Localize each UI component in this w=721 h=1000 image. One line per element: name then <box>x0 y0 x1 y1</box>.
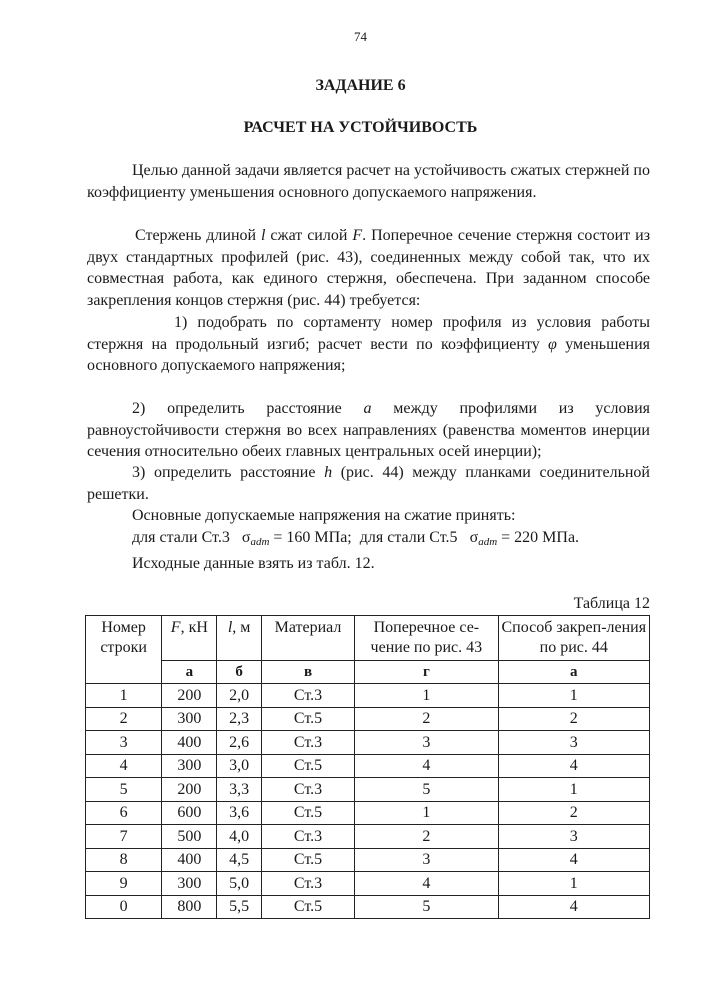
cell-fixing: 4 <box>498 895 649 919</box>
header-cross-section: Поперечное се-чение по рис. 43 <box>355 616 498 661</box>
cell-material: Ст.3 <box>261 778 354 802</box>
cell-fixing: 2 <box>498 707 649 731</box>
var-F: F <box>352 227 363 244</box>
table-header-row <box>86 616 650 661</box>
cell-n: 1 <box>86 684 162 708</box>
table-row <box>86 707 650 731</box>
cell-material: Ст.3 <box>261 684 354 708</box>
sigma-subscript: adm <box>478 535 498 548</box>
source-note: Исходные данные взять из табл. 12. <box>132 555 375 572</box>
cell-n: 8 <box>86 848 162 872</box>
cell-F: 400 <box>162 848 217 872</box>
cell-section: 1 <box>355 684 498 708</box>
table-row <box>86 848 650 872</box>
st3-value: = 160 МПа; для стали Ст.5 <box>269 528 470 546</box>
stress-intro: Основные допускаемые напряжения на сжатие принять: <box>132 507 516 524</box>
cell-n: 2 <box>86 707 162 731</box>
cell-section: 5 <box>355 778 498 802</box>
cell-material: Ст.3 <box>261 825 354 849</box>
cell-section: 4 <box>355 872 498 896</box>
st5-value: = 220 МПа. <box>497 528 580 546</box>
requirement-2 <box>87 398 650 463</box>
problem-text-1: Стержень длиной <box>135 227 262 244</box>
cell-F: 300 <box>162 754 217 778</box>
header-material: Материал <box>261 616 354 661</box>
cell-material: Ст.5 <box>261 848 354 872</box>
cell-F: 600 <box>162 801 217 825</box>
requirement-3 <box>87 462 650 505</box>
letter-force: а <box>162 661 217 684</box>
cell-section: 2 <box>355 707 498 731</box>
var-phi: φ <box>548 335 557 353</box>
intro-text: Целью данной задачи является расчет на устойчивость сжатых стержней по коэффициенту уменьшения основного допускаемого напряжения. <box>87 162 650 201</box>
table-row <box>86 778 650 802</box>
cell-fixing: 4 <box>498 754 649 778</box>
cell-section: 1 <box>355 801 498 825</box>
header-length: l, м <box>217 616 261 661</box>
letter-material: в <box>261 661 354 684</box>
cell-l: 4,5 <box>217 848 261 872</box>
cell-fixing: 1 <box>498 778 649 802</box>
st3-label: для стали Ст.3 <box>132 528 242 546</box>
cell-n: 4 <box>86 754 162 778</box>
item3-text-1: 3) определить расстояние <box>132 464 325 481</box>
table-caption: Таблица 12 <box>573 595 650 612</box>
cell-material: Ст.3 <box>261 731 354 755</box>
var-a: a <box>363 400 372 417</box>
intro-paragraph <box>87 160 650 203</box>
cell-fixing: 1 <box>498 872 649 896</box>
item1-text-2: уменьшения основного допускаемого напряжения; <box>87 335 651 374</box>
item2-text-1: 2) определить расстояние <box>132 400 364 417</box>
cell-fixing: 1 <box>498 684 649 708</box>
cell-fixing: 3 <box>498 731 649 755</box>
data-table <box>85 615 650 919</box>
section-title: РАСЧЕТ НА УСТОЙЧИВОСТЬ <box>243 119 478 136</box>
cell-section: 5 <box>355 895 498 919</box>
item2-text-2: между профилями из условия равноустойчивости стержня во всех направлениях (равенства моментов инерции сечения относительно обеих главных центральных осей инерции); <box>87 400 650 460</box>
table-row <box>86 684 650 708</box>
cell-material: Ст.3 <box>261 872 354 896</box>
cell-n: 3 <box>86 731 162 755</box>
requirement-1 <box>87 312 650 377</box>
cell-n: 0 <box>86 895 162 919</box>
cell-section: 2 <box>355 825 498 849</box>
cell-l: 2,0 <box>217 684 261 708</box>
cell-section: 3 <box>355 848 498 872</box>
cell-F: 300 <box>162 872 217 896</box>
var-h: h <box>324 464 333 481</box>
cell-l: 2,6 <box>217 731 261 755</box>
cell-n: 7 <box>86 825 162 849</box>
problem-text-2: сжат силой <box>265 227 353 244</box>
header-fixing: Способ закреп-ления по рис. 44 <box>498 616 649 661</box>
cell-fixing: 3 <box>498 825 649 849</box>
table-row <box>86 872 650 896</box>
cell-l: 3,6 <box>217 801 261 825</box>
problem-paragraph <box>87 225 650 311</box>
task-title: ЗАДАНИЕ 6 <box>315 77 406 94</box>
cell-section: 4 <box>355 754 498 778</box>
cell-l: 5,5 <box>217 895 261 919</box>
cell-material: Ст.5 <box>261 707 354 731</box>
cell-l: 2,3 <box>217 707 261 731</box>
cell-l: 5,0 <box>217 872 261 896</box>
cell-F: 500 <box>162 825 217 849</box>
table-row <box>86 801 650 825</box>
cell-n: 5 <box>86 778 162 802</box>
letter-fixing: а <box>498 661 649 684</box>
problem-text-3: . Поперечное сечение стержня состоит из двух стандартных профилей (рис. 43), соединенных между собой так, что их совместная работа, как единого стержня, обеспечена. При заданном способе закрепления концов стержня (рис. 44) требуется: <box>87 227 651 309</box>
cell-F: 300 <box>162 707 217 731</box>
letter-length: б <box>217 661 261 684</box>
cell-F: 400 <box>162 731 217 755</box>
header-force: F, кН <box>162 616 217 661</box>
table-row <box>86 731 650 755</box>
table-letter-row <box>86 661 650 684</box>
cell-section: 3 <box>355 731 498 755</box>
cell-F: 200 <box>162 778 217 802</box>
item3-text-2: (рис. 44) между планками соединительной решетки. <box>87 464 650 503</box>
cell-fixing: 2 <box>498 801 649 825</box>
item1-text-1: 1) подобрать по сортаменту номер профиля из условия работы стержня на продольный изгиб; расчет вести по коэффициенту <box>87 314 650 353</box>
table-row <box>86 754 650 778</box>
sigma-symbol: σ <box>241 528 251 546</box>
cell-F: 200 <box>162 684 217 708</box>
cell-material: Ст.5 <box>261 801 354 825</box>
cell-l: 4,0 <box>217 825 261 849</box>
var-l: l <box>261 227 266 244</box>
page-number: 74 <box>354 29 367 44</box>
cell-n: 6 <box>86 801 162 825</box>
cell-fixing: 4 <box>498 848 649 872</box>
header-row-number: Номер строки <box>86 616 162 684</box>
stress-block <box>87 505 650 575</box>
sigma-symbol: σ <box>469 528 479 546</box>
cell-l: 3,0 <box>217 754 261 778</box>
cell-l: 3,3 <box>217 778 261 802</box>
cell-F: 800 <box>162 895 217 919</box>
cell-n: 9 <box>86 872 162 896</box>
sigma-subscript: adm <box>250 535 270 548</box>
table-row <box>86 825 650 849</box>
stress-values <box>87 527 650 554</box>
letter-section: г <box>355 661 498 684</box>
cell-material: Ст.5 <box>261 895 354 919</box>
cell-material: Ст.5 <box>261 754 354 778</box>
table-row <box>86 895 650 919</box>
